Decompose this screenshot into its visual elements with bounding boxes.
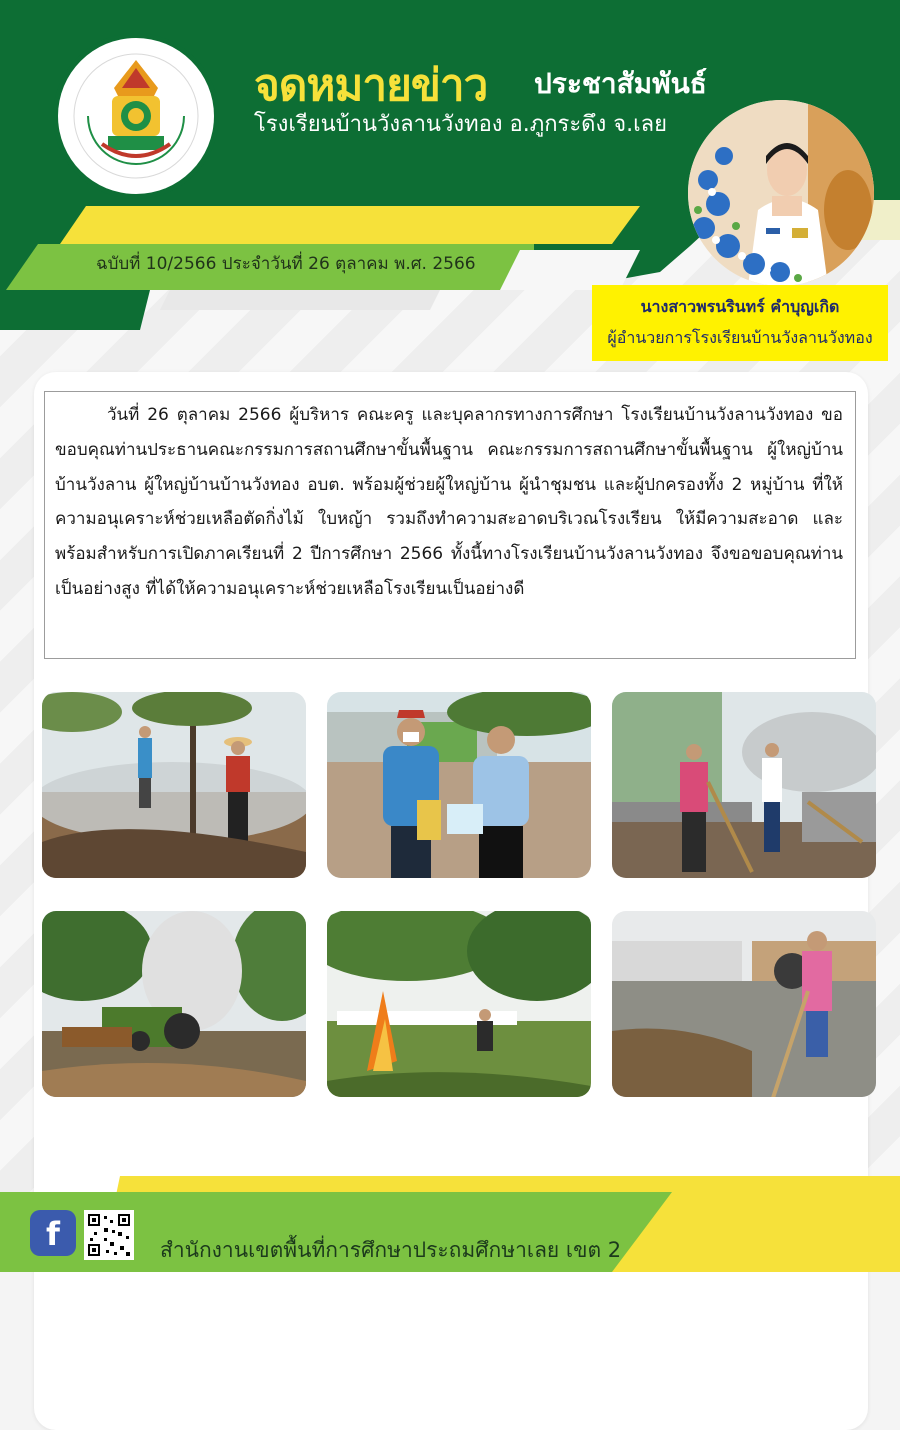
director-name: นางสาวพรนรินทร์ คำบุญเกิด [640, 297, 840, 316]
director-photo [688, 100, 874, 286]
article-paragraph: วันที่ 26 ตุลาคม 2566 ผู้บริหาร คณะครู และบุคลากรทางการศึกษา โรงเรียนบ้านวังลานวังทอง ขอขอบคุณท่านประธานคณะกรรมการสถานศึกษาขั้นพื้นฐาน คณะกรรมการสถานศึกษาขั้นพื้นฐาน ผู้ใหญ่บ้านบ้านวังลาน ผู้ใหญ่บ้านบ้านวังทอง อบต. พร้อมผู้ช่วยผู้ใหญ่บ้าน ผู้นำชุมชน และผู้ปกครองทั้ง 2 หมู่บ้าน ที่ให้ความอนุเคราะห์ช่วยเหลือตัดกิ่งไม้ ใบหญ้า รวมถึงทำความสะอาดบริเวณโรงเรียน ให้มีความสะอาด และพร้อมสำหรับการเปิดภาคเรียนที่ 2 ปีการศึกษา 2566 ทั้งนี้ทางโรงเรียนบ้านวังลานวังทอง จึงขอขอบคุณท่านเป็นอย่างสูง ที่ได้ให้ความอนุเคราะห์ช่วยเหลือโรงเรียนเป็นอย่างดี [55, 405, 843, 599]
qr-code-icon[interactable] [84, 1210, 134, 1260]
newsletter-header [0, 0, 900, 347]
director-caption [592, 285, 888, 361]
newsletter-title: จดหมายข่าว [254, 60, 488, 111]
activity-photo-3 [612, 692, 876, 878]
article-box [44, 391, 856, 659]
activity-photo-2 [327, 692, 591, 878]
school-logo [58, 38, 214, 194]
education-office-name: สำนักงานเขตพื้นที่การศึกษาประถมศึกษาเลย เขต 2 [160, 1238, 622, 1262]
facebook-icon[interactable]: f [30, 1210, 76, 1256]
issue-date-line: ฉบับที่ 10/2566 ประจำวันที่ 26 ตุลาคม พ.ศ. 2566 [96, 254, 476, 274]
director-title: ผู้อำนวยการโรงเรียนบ้านวังลานวังทอง [607, 328, 873, 347]
school-name-line: โรงเรียนบ้านวังลานวังทอง อ.ภูกระดึง จ.เลย [254, 112, 667, 137]
activity-photo-1 [42, 692, 306, 878]
activity-photo-6 [612, 911, 876, 1097]
activity-photo-4 [42, 911, 306, 1097]
activity-photo-5 [327, 911, 591, 1097]
newsletter-subtitle: ประชาสัมพันธ์ [534, 67, 707, 100]
